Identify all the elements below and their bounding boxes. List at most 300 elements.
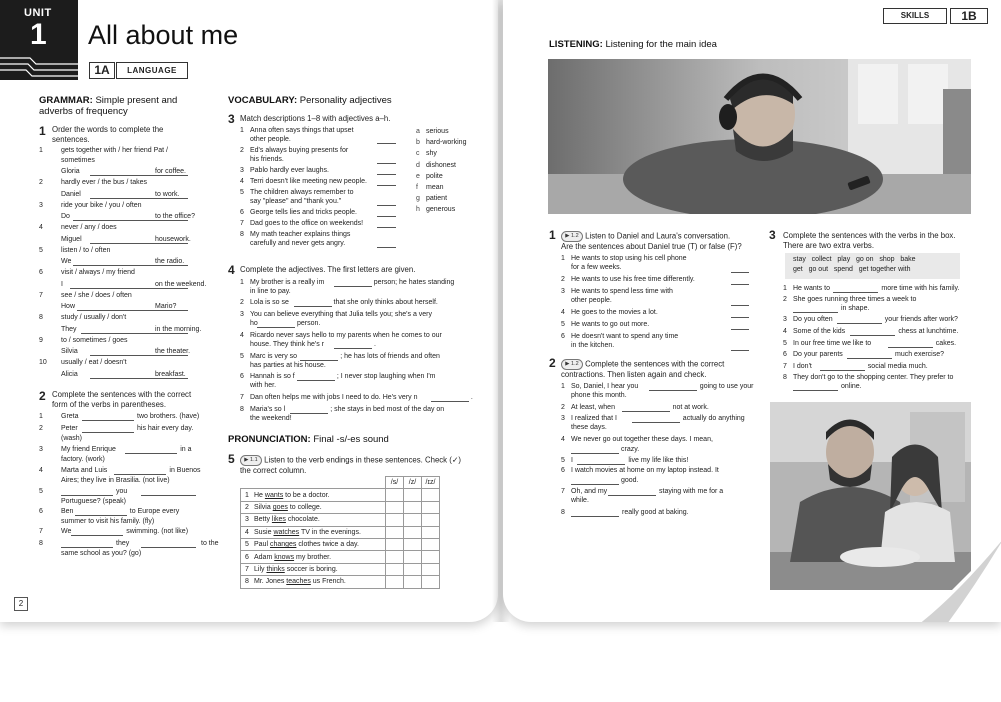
pron-check-cell[interactable] [386, 576, 404, 588]
pron-heading-bold: PRONUNCIATION: [228, 434, 311, 445]
ex2-answer-blank[interactable] [141, 547, 196, 548]
ex5-instruction-2: the correct column. [240, 466, 307, 475]
pron-row-pre: Mr. Jones [254, 578, 287, 586]
ex3-option-letter: d [416, 161, 420, 169]
ex4-item-text: Lola is so se [250, 299, 289, 306]
pron-row-post: to be a doctor. [283, 491, 330, 499]
pron-row-number: 5 [245, 541, 249, 549]
listening-heading [549, 39, 717, 50]
ex5-number: 5 [228, 452, 235, 466]
r-ex1-item-text: He wants to stop using his cell phone [571, 255, 687, 262]
ex2-item-end: factory. (work) [61, 456, 105, 463]
ex3-item-number: 6 [240, 209, 244, 216]
r-ex1-tf-blank[interactable] [731, 284, 749, 285]
r-ex1-item-number: 4 [561, 309, 565, 316]
r-ex2-item-number: 5 [561, 457, 565, 464]
grammar-heading-bold: GRAMMAR: [39, 95, 93, 106]
r-ex1-tf-blank[interactable] [731, 317, 749, 318]
ex3-item-text-cont: his friends. [250, 156, 284, 163]
ex4-item-number: 3 [240, 311, 244, 318]
ex2-item-end: Portuguese? (speak) [61, 498, 126, 505]
listening-heading-bold: LISTENING: [549, 39, 603, 50]
ex3-item-text: Pablo hardly ever laughs. [250, 167, 329, 174]
ex4-item-number: 5 [240, 353, 244, 360]
ex3-item-number: 1 [240, 127, 244, 134]
ex4-item-number: 8 [240, 406, 244, 413]
r-ex2-answer-blank[interactable] [571, 453, 619, 454]
pron-row-verb: likes [271, 516, 286, 524]
pron-check-cell[interactable] [404, 501, 422, 513]
ex1-item-number: 4 [39, 224, 43, 231]
ex4-item-end: . [374, 341, 376, 348]
vocab-heading-rest: Personality adjectives [299, 95, 392, 106]
r-ex3-item-start: He wants to [793, 285, 830, 292]
r-ex3-answer-blank[interactable] [793, 390, 838, 391]
r-ex3-answer-blank[interactable] [820, 370, 865, 371]
r-ex3-item-number: 1 [783, 285, 787, 292]
pron-col-s: /s/ [386, 477, 404, 489]
ex1-item-subject: Miguel [61, 235, 82, 243]
ex2-answer-blank[interactable] [82, 432, 134, 433]
ex2-item-number: 4 [39, 467, 43, 474]
r-ex3-answer-blank[interactable] [888, 347, 933, 348]
pron-row-verb: teaches [286, 578, 311, 586]
pron-row-sentence [241, 514, 386, 526]
ex4-instruction: Complete the adjectives. The first letters are given. [240, 265, 416, 274]
ex4-answer-blank[interactable] [334, 286, 372, 287]
pron-row-verb: knows [274, 553, 295, 561]
pron-check-cell[interactable] [422, 576, 440, 588]
r-ex1-tf-blank[interactable] [731, 305, 749, 306]
r-ex3-answer-blank[interactable] [850, 335, 895, 336]
ex1-item-number: 9 [39, 336, 43, 344]
pron-row-number: 8 [245, 578, 249, 586]
ex3-answer-blank[interactable] [377, 185, 396, 186]
pron-check-cell[interactable] [404, 576, 422, 588]
ex3-item-text: Anna often says things that upset [250, 127, 354, 134]
ex1-item-ending: to the office? [155, 213, 195, 220]
grammar-heading-rest-2: adverbs of frequency [39, 106, 128, 117]
r-ex2-item-number: 8 [561, 509, 565, 516]
pron-row-pre: He [254, 491, 265, 499]
pron-check-cell[interactable] [404, 514, 422, 526]
ex2-answer-blank[interactable] [61, 495, 113, 496]
pron-check-cell[interactable] [422, 551, 440, 563]
pron-row-sentence [241, 551, 386, 563]
pron-table-row [241, 551, 440, 563]
r-ex2-instruction-2: contractions. Then listen again and check. [561, 370, 707, 379]
pron-check-cell[interactable] [422, 501, 440, 513]
vocab-heading-bold: VOCABULARY: [228, 95, 298, 106]
ex4-answer-blank[interactable] [290, 413, 328, 414]
ex4-item-after: person; he hates standing [373, 279, 455, 286]
ex3-option-letter: a [416, 128, 420, 135]
page-title: All about me [88, 20, 239, 50]
ex2-answer-blank[interactable] [61, 547, 113, 548]
ex4-item-number: 1 [240, 279, 244, 286]
ex1-item-ending: for coffee. [155, 168, 187, 175]
pron-row-verb: thinks [266, 565, 285, 573]
ex5-instruction-1: Listen to the verb endings in these sentences. Check (✓) [264, 455, 461, 465]
ex1-item-words: study / usually / don't [61, 314, 127, 321]
ex2-item-number: 7 [39, 528, 43, 535]
r-ex2-item-mid: not at work. [672, 404, 709, 411]
ex4-item-number: 2 [240, 299, 244, 306]
pron-row-pre: Susie [254, 528, 274, 536]
ex2-instruction [52, 390, 191, 409]
r-ex1-item-number: 6 [561, 333, 565, 340]
pron-row-number: 3 [245, 516, 249, 524]
audio-track-icon[interactable]: ▶ 1.1 [240, 455, 262, 466]
ex1-item-subject: Do [61, 213, 70, 220]
ex3-answer-blank[interactable] [377, 205, 396, 206]
ex3-option [416, 173, 443, 181]
ex1-instruction [52, 125, 163, 144]
ex3-option-letter: c [416, 150, 420, 158]
pron-check-cell[interactable] [404, 538, 422, 550]
ex2-answer-blank[interactable] [71, 535, 123, 536]
ex1-item-subject: They [61, 325, 77, 333]
ex3-option [416, 128, 449, 136]
ex4-item-text: You can believe everything that Julia tells you; she's a very [250, 311, 433, 318]
ex3-answer-blank[interactable] [377, 216, 396, 217]
r-ex2-answer-blank[interactable] [622, 411, 670, 412]
r-ex2-item-number: 4 [561, 436, 565, 443]
ex2-item-mid: swimming. (not like) [126, 528, 189, 535]
ex2-item-number: 6 [39, 508, 43, 515]
pron-check-cell[interactable] [422, 538, 440, 550]
ex3-answer-blank[interactable] [377, 247, 396, 248]
ex2-answer-blank[interactable] [82, 420, 134, 421]
r-ex2-item-mid: really good at baking. [622, 509, 689, 516]
vocab-heading [228, 95, 392, 106]
ex3-answer-blank[interactable] [377, 174, 396, 175]
ex3-option-word: serious [426, 128, 449, 135]
ex1-instruction-1: Order the words to complete the [52, 125, 164, 134]
r-ex1-item-text: He doesn't want to spend any time [571, 333, 679, 340]
r-ex1-item-number: 1 [561, 255, 565, 262]
ex1-item-ending: Mario? [155, 303, 177, 310]
ex3-item-number: 7 [240, 220, 244, 227]
ex1-item-words: ride your bike / you / often [61, 201, 142, 209]
pron-row-number: 7 [245, 565, 249, 573]
pron-check-cell[interactable] [386, 501, 404, 513]
ex2-instruction-1: Complete the sentences with the correct [52, 390, 192, 399]
r-ex3-item-end: your friends after work? [884, 316, 958, 323]
pron-check-cell[interactable] [404, 551, 422, 563]
photo-man-headphones [548, 59, 971, 214]
ex4-item-text: Hannah is so f [250, 373, 295, 380]
ex3-answer-blank[interactable] [377, 163, 396, 164]
ex4-answer-blank[interactable] [297, 380, 335, 381]
pron-row-post: us French. [310, 578, 346, 586]
ex4-item-number: 7 [240, 394, 244, 401]
ex4-item-cont: has parties at his house. [250, 362, 326, 369]
pron-row-pre: Betty [254, 516, 272, 524]
ex2-item-mid: in a [180, 446, 192, 453]
ex4-item-cont: in line to pay. [250, 288, 291, 295]
ex1-item-subject: How [61, 303, 76, 310]
pron-row-post: chocolate. [285, 516, 320, 524]
pron-table-row [241, 514, 440, 526]
ex3-item-number: 4 [240, 178, 244, 185]
ex4-item-after: . [470, 394, 473, 401]
r-ex2-answer-blank[interactable] [632, 422, 680, 423]
ex4-answer-blank[interactable] [334, 348, 372, 349]
pron-table-row [241, 563, 440, 575]
r-ex2-item-number: 2 [561, 404, 565, 411]
pron-check-cell[interactable] [422, 489, 440, 501]
ex3-item-number: 5 [240, 189, 244, 196]
ex3-option-word: hard-working [426, 139, 467, 147]
pron-check-cell[interactable] [422, 514, 440, 526]
pron-table-row [241, 538, 440, 550]
ex3-option [416, 206, 455, 214]
pron-check-cell[interactable] [404, 489, 422, 501]
ex4-item-after: ; she stays in bed most of the day on [330, 406, 445, 413]
r-ex3-item-end: chess at lunchtime. [898, 328, 959, 335]
r-ex2-answer-blank[interactable] [608, 495, 656, 496]
pron-check-cell[interactable] [404, 526, 422, 538]
ex1-item-words: usually / eat / doesn't [61, 359, 127, 366]
ex2-answer-blank[interactable] [114, 474, 166, 475]
pron-row-pre: Paul [254, 541, 270, 549]
r-ex2-item-start: At least, when [571, 404, 615, 411]
r-ex2-item-end: good. [621, 477, 639, 484]
ex2-item-start: My friend Enrique [61, 446, 116, 453]
ex3-number: 3 [228, 112, 235, 126]
ex3-answer-blank[interactable] [377, 143, 396, 144]
pron-check-cell[interactable] [386, 563, 404, 575]
ex4-item-cont: ho [250, 320, 258, 327]
r-ex2-answer-blank[interactable] [571, 484, 619, 485]
ex2-answer-blank[interactable] [141, 495, 196, 496]
r-ex1-item-text-cont: in the kitchen. [571, 342, 615, 349]
ex1-item-words: to / sometimes / goes [61, 336, 128, 344]
r-ex3-item-number: 2 [783, 296, 787, 303]
ex3-item-text-cont: carefully and never gets angry. [250, 240, 346, 247]
r-ex3-answer-blank[interactable] [793, 312, 838, 313]
ex2-item-mid: they [116, 540, 130, 547]
pronunciation-table [240, 476, 440, 589]
ex4-answer-blank[interactable] [257, 327, 295, 328]
ex1-item-words: hardly ever / the bus / takes [61, 179, 147, 186]
ex2-instruction-2: form of the verbs in parentheses. [52, 399, 166, 409]
ex1-item-words: never / any / does [61, 224, 117, 231]
page-curl-icon [914, 538, 1001, 622]
r-ex1-item-text-cont: for a few weeks. [571, 264, 622, 271]
ex1-item-ending: the theater. [155, 348, 191, 355]
r-ex1-item-number: 3 [561, 288, 565, 295]
pron-check-cell[interactable] [386, 551, 404, 563]
r-ex3-item-start: Do your parents [793, 351, 843, 358]
r-ex1-number: 1 [549, 228, 556, 242]
pron-check-cell[interactable] [386, 526, 404, 538]
pron-row-number: 4 [245, 528, 249, 536]
r-ex1-tf-blank[interactable] [731, 350, 749, 351]
ex2-item-number: 3 [39, 446, 43, 453]
ex3-option [416, 139, 466, 147]
ex1-item-subject: Gloria [61, 168, 80, 175]
audio-track-number: 1.2 [571, 361, 579, 367]
stripe-decoration [0, 52, 78, 80]
pron-check-cell[interactable] [422, 563, 440, 575]
ex1-item-subject: Silvia [61, 348, 78, 355]
r-ex2-item-mid: going to use your [699, 383, 754, 390]
ex3-item-number: 2 [240, 147, 244, 154]
pron-check-cell[interactable] [386, 538, 404, 550]
ex1-instruction-2: sentences. [52, 134, 90, 144]
r-ex2-item-number: 6 [561, 467, 565, 474]
ex1-item-subject: I [61, 280, 63, 288]
pron-col-z: /z/ [404, 477, 422, 489]
ex1-item-subject: Alicia [61, 370, 78, 378]
pron-check-cell[interactable] [404, 563, 422, 575]
pron-row-post: soccer is boring. [284, 565, 338, 573]
r-ex3-item-end: social media much. [867, 363, 928, 370]
right-page [503, 0, 1001, 622]
r-ex2-item-cont: while. [571, 497, 589, 504]
unit-badge [0, 0, 78, 80]
audio-track-icon[interactable]: ▶ 1.2 [561, 359, 583, 370]
r-ex3-item-start: I don't [793, 363, 812, 370]
r-ex3-answer-blank[interactable] [847, 358, 892, 359]
ex5-instruction [240, 455, 461, 476]
pron-row-post: TV in the evenings. [299, 528, 361, 536]
pron-check-cell[interactable] [386, 489, 404, 501]
ex3-item-number: 3 [240, 167, 244, 174]
r-ex3-item-number: 8 [783, 374, 787, 381]
r-ex2-answer-blank[interactable] [577, 464, 625, 465]
r-ex2-instruction [561, 359, 724, 380]
skills-tag: SKILLS [883, 8, 947, 24]
r-ex2-item-number: 3 [561, 415, 565, 422]
r-ex2-item-end: crazy. [621, 446, 640, 453]
ex2-answer-blank[interactable] [75, 515, 127, 516]
ex4-item-text: Ricardo never says hello to my parents when he comes to our [250, 332, 442, 339]
ex4-item-text: Dan often helps me with jobs I need to do. He's very n [250, 394, 418, 401]
r-ex2-item-start: I realized that I [571, 415, 617, 422]
ex4-answer-blank[interactable] [300, 360, 338, 361]
pron-row-pre: Lily [254, 565, 267, 573]
page-number: 2 [14, 597, 28, 611]
r-ex3-instruction [783, 231, 956, 250]
r-ex2-answer-blank[interactable] [571, 516, 619, 517]
pron-row-sentence [241, 538, 386, 550]
verb-box-line-2: get go out spend get together with [793, 266, 911, 273]
ex3-option [416, 184, 444, 192]
listening-heading-rest: Listening for the main idea [605, 39, 717, 50]
ex1-item-number: 10 [39, 359, 47, 366]
ex3-option-word: shy [426, 150, 437, 158]
r-ex2-item-mid: staying with me for a [659, 488, 724, 495]
r-ex1-tf-blank[interactable] [731, 329, 749, 330]
ex3-option-letter: e [416, 172, 420, 180]
ex1-item-number: 2 [39, 179, 43, 186]
r-ex3-item-end: much exercise? [895, 351, 945, 358]
grammar-heading-rest-1: Simple present and [95, 95, 178, 106]
r-ex3-item-end: in shape. [841, 305, 870, 312]
ex4-item-number: 6 [240, 373, 244, 380]
pron-row-number: 6 [245, 553, 249, 561]
ex2-item-number: 8 [39, 540, 43, 547]
ex3-option-word: mean [426, 184, 444, 191]
pron-check-cell[interactable] [386, 514, 404, 526]
ex3-item-text: The children always remember to [250, 189, 354, 196]
ex2-answer-blank[interactable] [125, 453, 177, 454]
r-ex2-item-start: Oh, and my [571, 488, 608, 495]
pron-header-blank [241, 477, 386, 489]
ex3-item-text-cont: other people. [250, 136, 291, 143]
ex4-answer-blank[interactable] [431, 401, 469, 402]
ex3-option-word: dishonest [426, 161, 456, 169]
grammar-heading [39, 95, 209, 117]
r-ex3-item-start: She goes running three times a week to [793, 296, 917, 303]
ex1-item-subject: We [61, 258, 72, 265]
r-ex1-item-text: He wants to spend less time with [571, 288, 673, 295]
pron-check-cell[interactable] [422, 526, 440, 538]
r-ex1-item-text: He goes to the movies a lot. [571, 309, 658, 316]
audio-track-number: 1.1 [250, 457, 258, 463]
r-ex1-instruction [561, 231, 742, 252]
ex2-item-start: Greta [61, 413, 79, 420]
ex3-option-word: polite [426, 172, 443, 180]
ex1-item-ending: on the weekend. [155, 280, 207, 288]
ex3-option [416, 195, 447, 203]
ex2-item-mid: to Europe every [129, 508, 180, 515]
ex4-item-number: 4 [240, 332, 244, 339]
ex3-answer-blank[interactable] [377, 227, 396, 228]
ex2-item-start: We [61, 528, 72, 535]
r-ex1-tf-blank[interactable] [731, 272, 749, 273]
r-ex3-item-end: more time with his family. [881, 285, 960, 292]
ex3-option-word: generous [426, 206, 456, 214]
ex1-item-words: visit / always / my friend [61, 269, 135, 276]
r-ex3-item-start: Do you often [793, 316, 833, 323]
audio-track-icon[interactable]: ▶ 1.2 [561, 231, 583, 242]
ex3-item-text: Ed's always buying presents for [250, 147, 349, 154]
ex4-item-after: that she only thinks about herself. [333, 299, 438, 306]
ex1-item-number: 3 [39, 201, 43, 209]
pron-table-row [241, 576, 440, 588]
ex4-item-end: person. [297, 320, 321, 327]
pron-table-row [241, 489, 440, 501]
ex1-item-number: 6 [39, 269, 43, 276]
r-ex3-answer-blank[interactable] [837, 323, 882, 324]
r-ex3-answer-blank[interactable] [833, 292, 878, 293]
pron-row-sentence [241, 526, 386, 538]
pron-row-post: clothes twice a day. [296, 541, 359, 549]
r-ex1-item-number: 2 [561, 276, 565, 283]
ex4-answer-blank[interactable] [294, 306, 332, 307]
ex1-item-ending: the radio. [155, 258, 185, 265]
ex3-option-letter: g [416, 195, 420, 203]
r-ex2-answer-blank[interactable] [649, 390, 697, 391]
pron-heading-rest: Final -s/-es sound [313, 434, 389, 445]
ex1-item-words-cont: sometimes [61, 156, 95, 164]
ex2-item-end: Aires; they live in Brasilia. (not live) [61, 477, 170, 484]
ex3-item-text-cont: say "please" and "thank you." [250, 198, 342, 205]
section-tag: LANGUAGE [116, 62, 188, 79]
r-ex3-instruction-1: Complete the sentences with the verbs in the box. [783, 231, 956, 240]
r-ex3-item-start: They don't go to the shopping center. They prefer to [793, 374, 954, 381]
pron-row-sentence [241, 563, 386, 575]
ex1-item-words: listen / to / often [61, 246, 111, 254]
ex4-item-cont: house. They think he's r [250, 341, 324, 348]
ex2-item-number: 1 [39, 413, 43, 420]
ex4-item-text: Marc is very so [250, 353, 298, 360]
ex1-item-number: 7 [39, 291, 43, 299]
